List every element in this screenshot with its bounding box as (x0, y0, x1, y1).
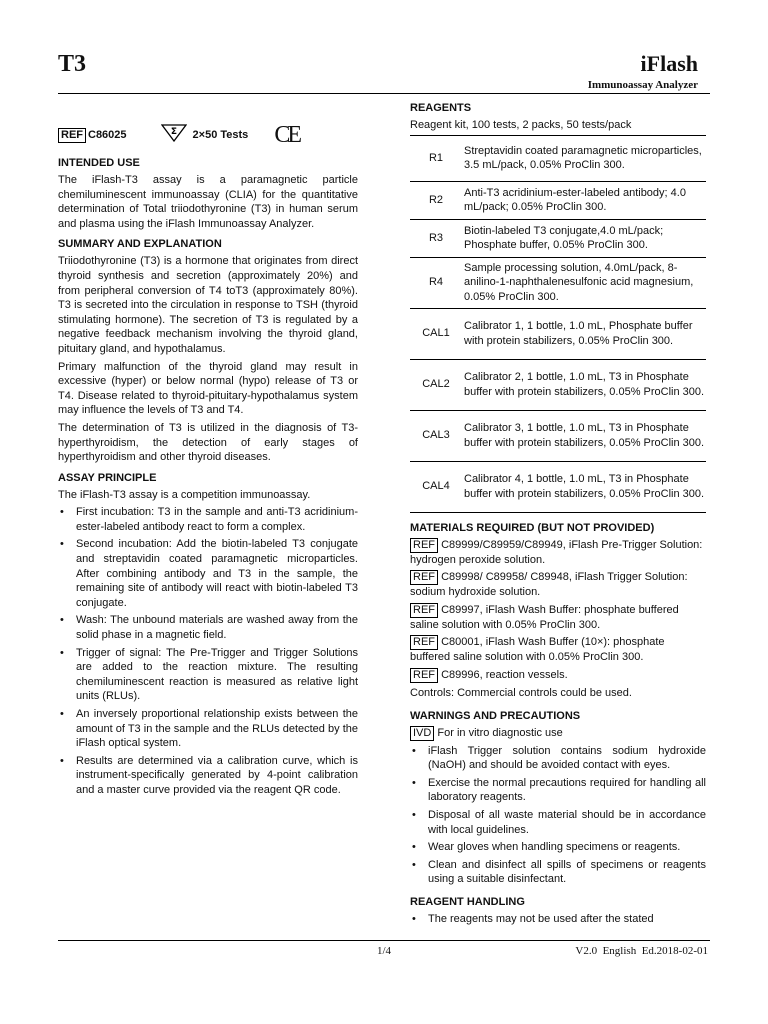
warnings-list (410, 744, 706, 887)
ref-symbol: REF (410, 668, 438, 683)
ref-symbol: REF (410, 603, 438, 618)
reagent-code: R1 (428, 151, 444, 164)
reagent-code: CAL3 (422, 429, 450, 442)
material-item (410, 635, 706, 665)
list-item: • iFlash Trigger solution contains sodium hydroxide (NaOH) and should be avoided contact with eyes. (410, 744, 706, 773)
summary-heading: SUMMARY AND EXPLANATION (58, 238, 222, 251)
material-text: C89999/C89959/C89949, iFlash Pre-Trigger Solution: hydrogen peroxide solution. (410, 538, 703, 566)
reagent-desc: Sample processing solution, 4.0mL/pack, 8-anilino-1-naphthalenesulfonic acid magnesium, 0.05% ProClin 300. (464, 261, 694, 303)
controls-note: Controls: Commercial controls could be used. (410, 686, 632, 699)
material-text: C80001, iFlash Wash Buffer (10×): phosphate buffered saline solution with 0.05% ProClin 300. (410, 636, 665, 664)
header-rule (58, 93, 710, 94)
reagents-heading: REAGENTS (410, 102, 472, 114)
list-item: • Clean and disinfect all spills of specimens or reagents using a suitable disinfectant. (410, 858, 706, 887)
table-row (410, 410, 706, 461)
ref-symbol: REF (410, 570, 438, 585)
assay-list (58, 505, 358, 797)
table-row (410, 461, 706, 512)
table-row (410, 257, 706, 308)
page-number: 1/4 (377, 945, 392, 957)
version-info: V2.0 English Ed.2018-02-01 (575, 945, 708, 957)
footer-rule (58, 940, 710, 941)
summary-paragraph: Primary malfunction of the thyroid gland may result in excessive (hyper) or below normal (hypo) release of T3 or T4. Disease related to thyroid-pituitary-hypothalamus system may influence the levels of T3 and T4. (58, 360, 358, 417)
ivd-symbol: IVD (410, 726, 434, 741)
table-row (410, 308, 706, 359)
reagent-kit-info: Reagent kit, 100 tests, 2 packs, 50 tests/pack (410, 119, 632, 131)
ref-symbol: REF (410, 635, 438, 650)
list-item: • Trigger of signal: The Pre-Trigger and Trigger Solutions are added to the reaction mixture. The resulting chemiluminescent reaction is measured as relative light units (RLUs). (58, 646, 358, 704)
test-count-icon (161, 124, 187, 147)
reagent-desc: Calibrator 4, 1 bottle, 1.0 mL, T3 in Phosphate buffer with protein stabilizers, 0.05% ProClin 300. (464, 473, 705, 500)
assay-intro: The iFlash-T3 assay is a competition immunoassay. (58, 488, 311, 501)
reagent-code: R2 (428, 193, 444, 206)
reagent-desc: Anti-T3 acridinium-ester-labeled antibody; 4.0 mL/pack; 0.05% ProClin 300. (464, 186, 686, 214)
table-row (410, 135, 706, 181)
svg-text:Σ: Σ (170, 126, 177, 137)
ref-symbol: REF (410, 538, 438, 553)
table-row (410, 219, 706, 257)
brand-name: iFlash (640, 51, 698, 76)
product-id-row (58, 121, 358, 148)
brand-subtitle: Immunoassay Analyzer (587, 79, 698, 91)
material-item (410, 570, 706, 600)
materials-section (410, 521, 706, 701)
ivd-text: For in vitro diagnostic use (437, 726, 563, 739)
reagent-code: CAL2 (422, 378, 450, 391)
ref-symbol: REF (58, 128, 86, 143)
list-item: • Exercise the normal precautions required for handling all laboratory reagents. (410, 776, 706, 805)
list-item: • The reagents may not be used after the stated (410, 912, 706, 927)
material-item (410, 538, 706, 568)
material-text: C89997, iFlash Wash Buffer: phosphate buffered saline solution with 0.05% ProClin 300. (410, 603, 679, 631)
material-item (410, 668, 706, 683)
left-column (58, 121, 358, 801)
list-item: • Disposal of all waste material should be in accordance with local guidelines. (410, 808, 706, 837)
reagent-desc: Calibrator 3, 1 bottle, 1.0 mL, T3 in Phosphate buffer with protein stabilizers, 0.05% ProClin 300. (464, 422, 705, 449)
list-item: • First incubation: T3 in the sample and anti-T3 acridinium-ester-labeled antibody react to form a complex. (58, 505, 358, 534)
assay-heading: ASSAY PRINCIPLE (58, 471, 157, 484)
summary-paragraph: Triiodothyronine (T3) is a hormone that originates from direct thyroid synthesis and secretion (approximately 20%) and from peripheral conversion of T4 toT3 (approximately 80%). T3 is secreted into the circulation in response to TSH (thyroid stimulating hormone). The secretion of T3 is regulated by a negative feedback mechanism involving the thyroid gland, pituitary gland, and hypothalamus. (58, 255, 358, 355)
handling-heading: REAGENT HANDLING (410, 895, 525, 908)
list-item: • Wash: The unbound materials are washed away from the solid phase in a magnetic field. (58, 613, 358, 642)
reagent-code: R3 (428, 231, 444, 244)
list-item: • Wear gloves when handling specimens or reagents. (410, 840, 706, 855)
materials-heading: MATERIALS REQUIRED (BUT NOT PROVIDED) (410, 521, 655, 534)
reagents-table (410, 135, 706, 513)
reagent-desc: Calibrator 2, 1 bottle, 1.0 mL, T3 in Phosphate buffer with protein stabilizers, 0.05% ProClin 300. (464, 371, 705, 398)
reagent-desc: Calibrator 1, 1 bottle, 1.0 mL, Phosphate buffer with protein stabilizers, 0.05% ProClin 300. (464, 320, 693, 347)
list-item: • Results are determined via a calibration curve, which is instrument-specifically generated by 4-point calibration and a master curve provided via the reagent QR code. (58, 754, 358, 798)
list-item: • An inversely proportional relationship exists between the amount of T3 in the sample and the RLUs detected by the iFlash optical system. (58, 707, 358, 751)
handling-list (410, 912, 706, 927)
table-row (410, 359, 706, 410)
material-item (410, 603, 706, 633)
document-title: T3 (58, 51, 87, 77)
summary-paragraph: The determination of T3 is utilized in the diagnosis of T3-hyperthyroidism, the detection of early stages of hyperthyroidism and other thyroid diseases. (58, 421, 358, 464)
reagent-desc: Biotin-labeled T3 conjugate,4.0 mL/pack; Phosphate buffer, 0.05% ProClin 300. (464, 224, 664, 252)
reagent-code: CAL1 (422, 327, 450, 340)
list-item: • Second incubation: Add the biotin-labeled T3 conjugate and streptavidin coated paramagnetic microparticles. After combining antibody and T3 in the sample, the remaining site of antibody will react with biotin-labeled T3 conjugate. (58, 537, 358, 610)
ref-code: C86025 (88, 128, 127, 141)
material-text: C89996, reaction vessels. (441, 668, 568, 681)
material-text: C89998/ C89958/ C89948, iFlash Trigger Solution: sodium hydroxide solution. (410, 571, 688, 599)
test-count: 2×50 Tests (192, 128, 249, 141)
reagent-code: R4 (428, 276, 444, 289)
ce-mark: CE (274, 121, 299, 148)
reagent-code: CAL4 (422, 480, 450, 493)
table-row (410, 181, 706, 219)
intended-use-text: The iFlash-T3 assay is a paramagnetic particle chemiluminescent immunoassay (CLIA) for the quantitative determination of Total triiodothyronine (T3) in human serum and plasma using the iFlash Immunoassay Analyzer. (58, 174, 358, 230)
warnings-heading: WARNINGS AND PRECAUTIONS (410, 709, 581, 722)
right-column (410, 101, 706, 930)
ivd-line (410, 726, 706, 741)
intended-use-heading: INTENDED USE (58, 157, 140, 169)
reagent-desc: Streptavidin coated paramagnetic microparticles, 3.5 mL/pack, 0.05% ProClin 300. (464, 144, 702, 172)
